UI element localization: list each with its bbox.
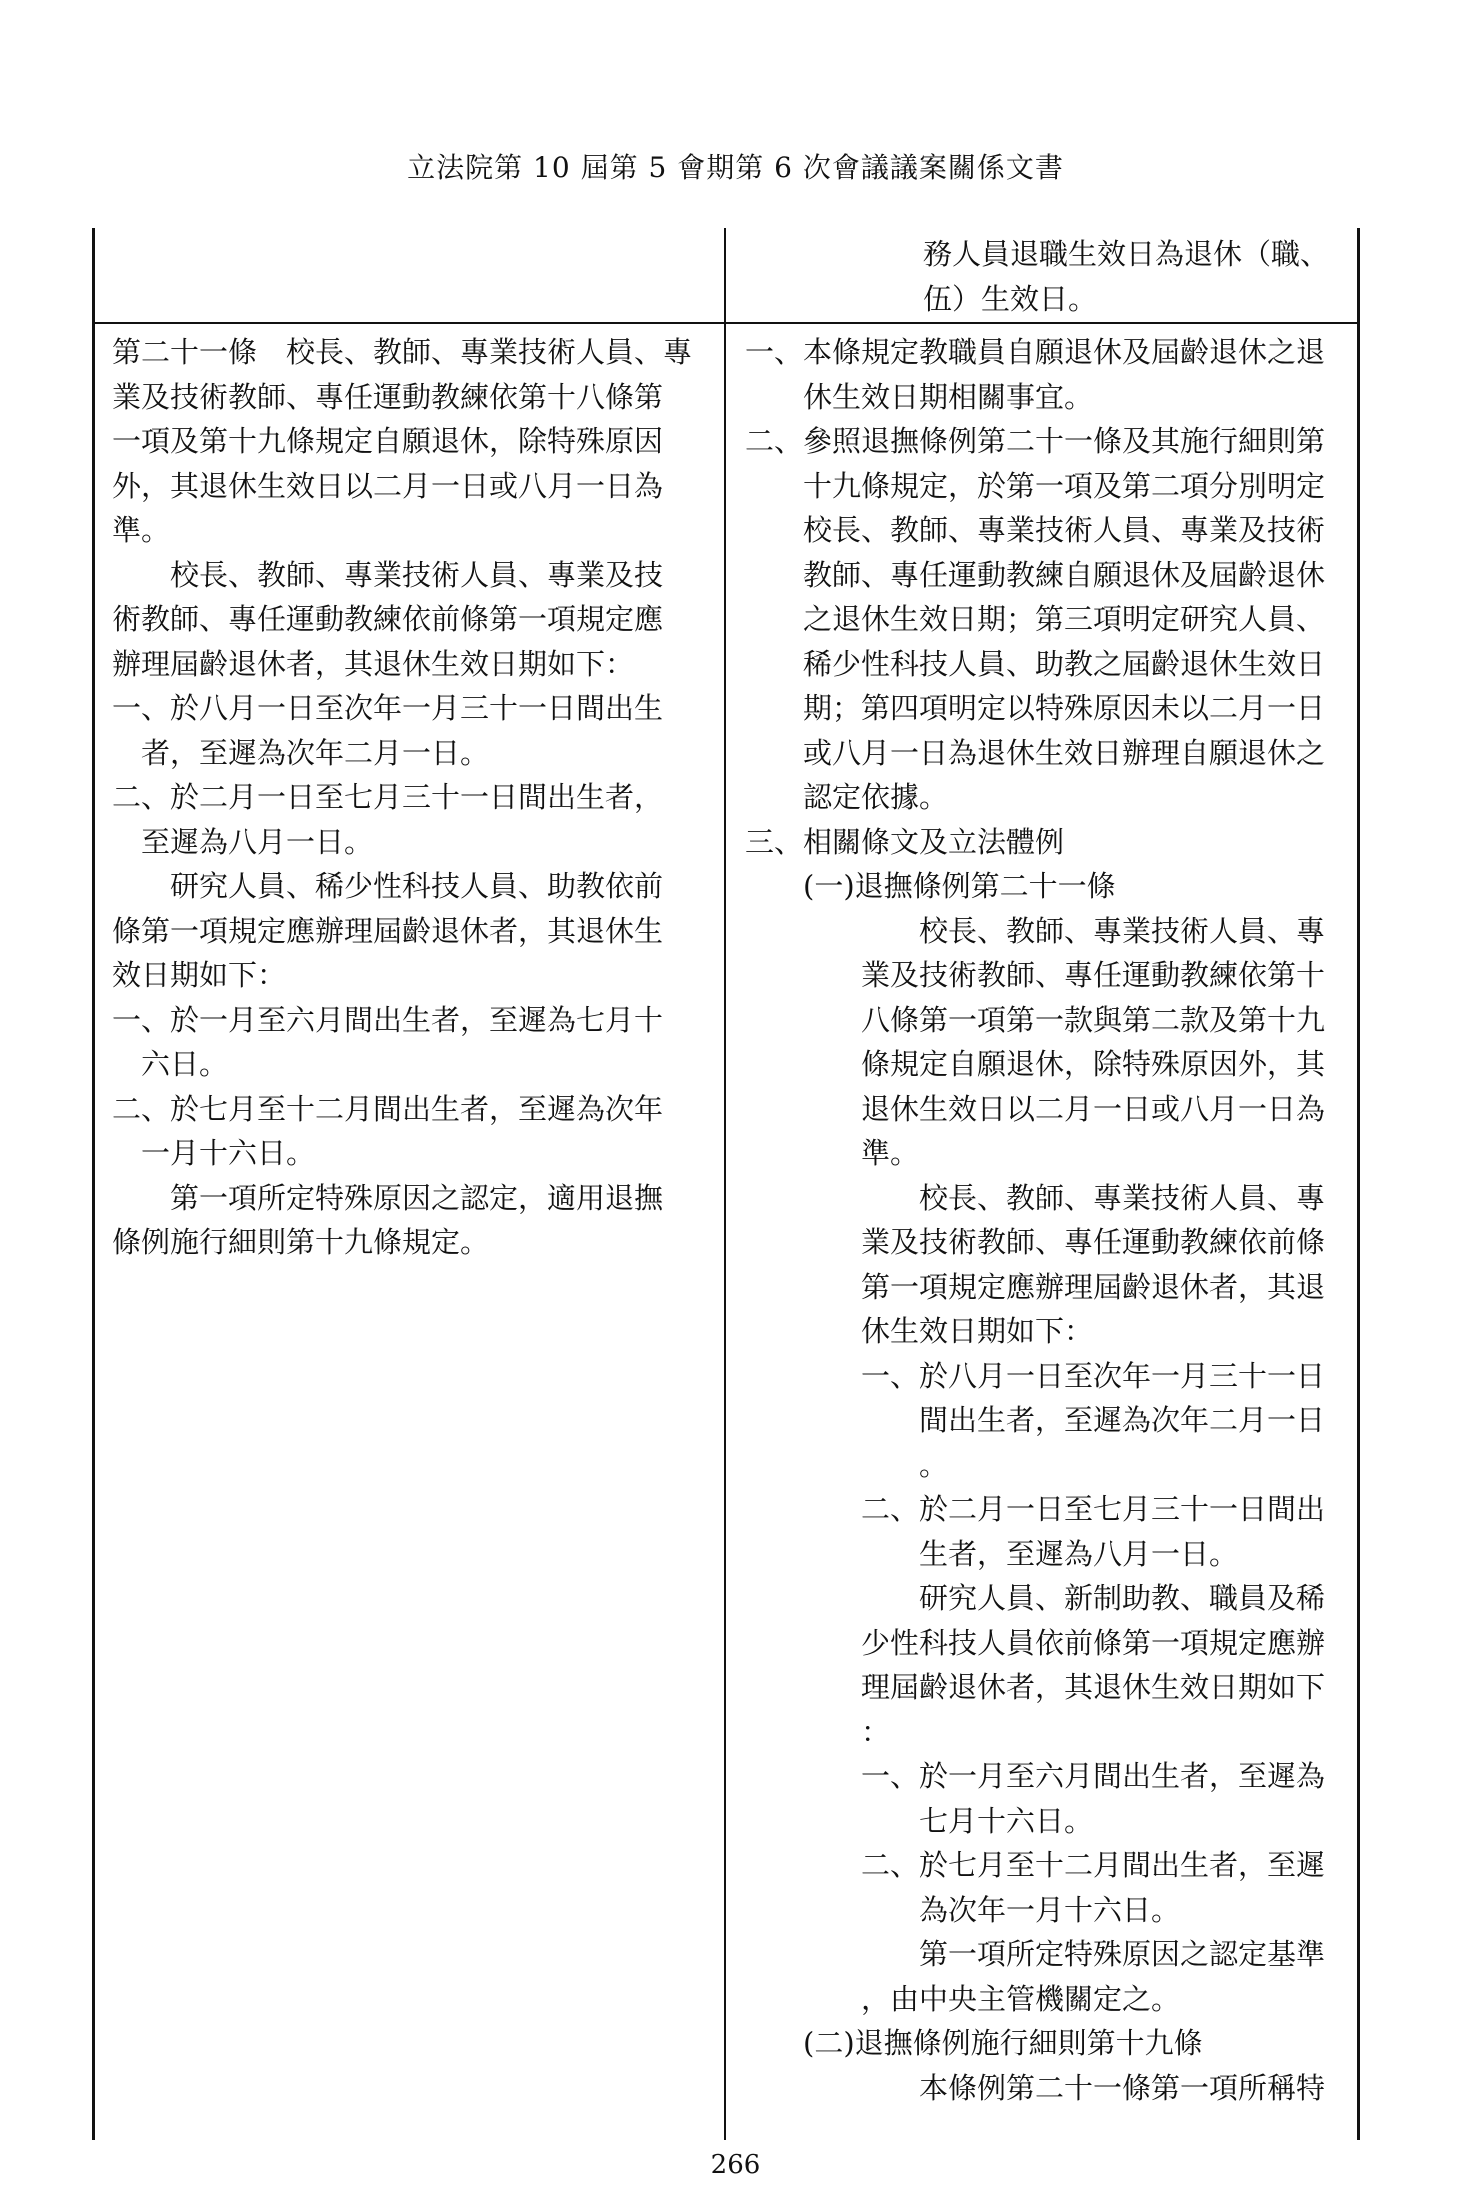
text-line: 第一項規定應辦理屆齡退休者，其退 [745,1269,1326,1304]
text-line: 三、相關條文及立法體例 [745,824,1065,859]
text-line: 二、參照退撫條例第二十一條及其施行細則第 [745,424,1326,458]
table-left-border [92,228,95,2140]
text-line: 條例施行細則第十九條規定。 [112,1225,490,1259]
text-line: 校長、教師、專業技術人員、專業及技 [112,557,664,592]
text-line: 一、於八月一日至次年一月三十一日間出生 [112,691,664,725]
text-line: 業及技術教師、專任運動教練依第十 [745,958,1326,992]
text-line: 期；第四項明定以特殊原因未以二月一日 [745,691,1326,725]
text-line: 研究人員、新制助教、職員及稀 [745,1581,1326,1615]
text-line: 稀少性科技人員、助教之屆齡退休生效日 [745,646,1326,681]
text-line: 辦理屆齡退休者，其退休生效日期如下： [112,646,635,681]
text-line: 二、於二月一日至七月三十一日間出 [745,1492,1326,1526]
text-line: 者，至遲為次年二月一日。 [112,735,490,770]
text-line: 六日。 [112,1047,229,1081]
text-line: 認定依據。 [745,780,949,814]
text-line: 研究人員、稀少性科技人員、助教依前 [112,869,664,903]
text-line: 準。 [745,1136,920,1170]
text-line: 七月十六日。 [745,1803,1094,1838]
text-line: 業及技術教師、專任運動教練依第十八條第 [112,379,664,414]
text-line: 生者，至遲為八月一日。 [745,1536,1239,1571]
text-line: 八條第一項第一款與第二款及第十九 [745,1002,1326,1037]
text-line: 務人員退職生效日為退休（職、 [923,237,1330,271]
text-line: 一月十六日。 [112,1136,316,1170]
text-line: 間出生者，至遲為次年二月一日 [745,1403,1326,1437]
text-line: 校長、教師、專業技術人員、專業及技術 [745,513,1326,547]
text-line: 第一項所定特殊原因之認定，適用退撫 [112,1180,664,1215]
text-line: ： [745,1714,891,1749]
text-line: 效日期如下： [112,958,287,992]
text-line: 術教師、專任運動教練依前條第一項規定應 [112,602,664,636]
text-line: 校長、教師、專業技術人員、專 [745,913,1326,948]
text-line: 或八月一日為退休生效日辦理自願退休之 [745,735,1326,770]
text-line: 休生效日期如下： [745,1314,1094,1348]
text-line: (二)退撫條例施行細則第十九條 [745,2026,1203,2060]
text-line: 退休生效日以二月一日或八月一日為 [745,1091,1326,1126]
text-line: 條第一項規定應辦理屆齡退休者，其退休生 [112,913,664,948]
table-middle-divider [724,228,726,2140]
text-line: 十九條規定，於第一項及第二項分別明定 [745,468,1326,503]
table-row-divider [92,322,1360,324]
text-line: 。 [745,1447,949,1482]
text-line: 一、本條規定教職員自願退休及屆齡退休之退 [745,335,1326,369]
top-row-right-cell [923,232,1353,321]
text-line: 業及技術教師、專任運動教練依前條 [745,1225,1326,1259]
text-line: 為次年一月十六日。 [745,1892,1181,1927]
text-line: 伍）生效日。 [923,281,1098,316]
text-line: ，由中央主管機關定之。 [745,1981,1181,2016]
text-line: 一項及第十九條規定自願退休，除特殊原因 [112,424,664,458]
text-line: (一)退撫條例第二十一條 [745,869,1116,903]
text-line: 休生效日期相關事宜。 [745,379,1094,414]
text-line: 理屆齡退休者，其退休生效日期如下 [745,1670,1326,1704]
explanation-text-column [745,330,1355,2110]
text-line: 二、於二月一日至七月三十一日間出生者， [112,780,664,814]
text-line: 條規定自願退休，除特殊原因外，其 [745,1047,1326,1081]
text-line: 本條例第二十一條第一項所稱特 [745,2070,1326,2105]
text-line: 至遲為八月一日。 [112,824,374,859]
text-line: 一、於八月一日至次年一月三十一日 [745,1358,1326,1393]
text-line: 二、於七月至十二月間出生者，至遲為次年 [112,1091,664,1126]
text-line: 校長、教師、專業技術人員、專 [745,1180,1326,1215]
text-line: 二、於七月至十二月間出生者，至遲 [745,1848,1326,1882]
text-line: 少性科技人員依前條第一項規定應辦 [745,1625,1326,1660]
text-line: 一、於一月至六月間出生者，至遲為 [745,1759,1326,1793]
text-line: 之退休生效日期；第三項明定研究人員、 [745,602,1326,636]
text-line: 第二十一條 校長、教師、專業技術人員、專 [112,335,693,369]
text-line: 一、於一月至六月間出生者，至遲為七月十 [112,1002,664,1037]
text-line: 外，其退休生效日以二月一日或八月一日為 [112,468,664,503]
text-line: 教師、專任運動教練自願退休及屆齡退休 [745,557,1326,592]
text-line: 第一項所定特殊原因之認定基準 [745,1937,1326,1971]
page-number: 266 [710,2150,761,2180]
page-header-title: 立法院第 10 屆第 5 會期第 6 次會議議案關係文書 [407,151,1064,184]
article-text-column [112,330,717,1265]
text-line: 準。 [112,513,171,547]
table-right-border [1357,228,1360,2140]
